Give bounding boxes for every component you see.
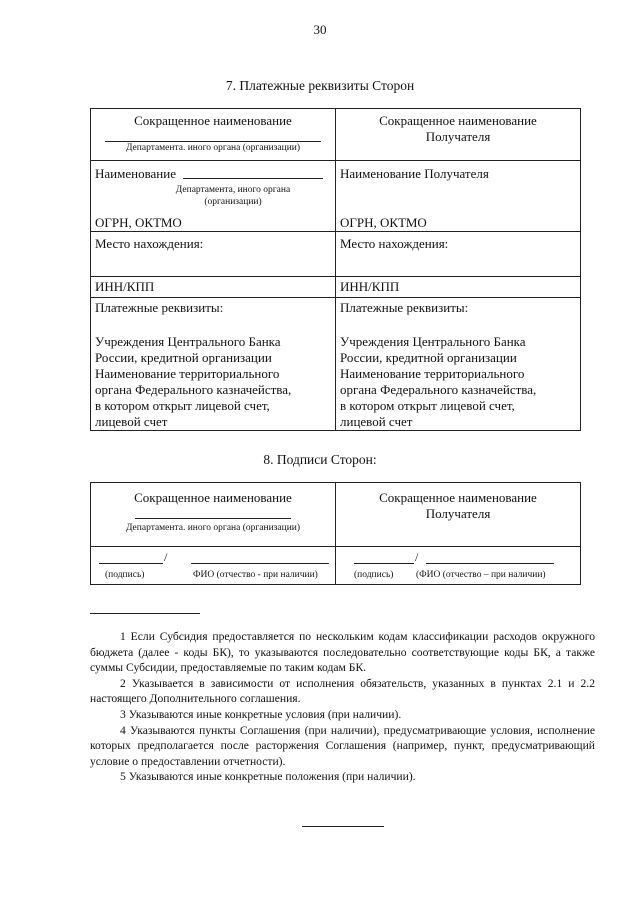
page-number: 30 <box>313 22 327 37</box>
slash-separator: / <box>164 550 168 564</box>
department-name-label: Наименование <box>95 166 176 181</box>
end-separator <box>302 826 384 827</box>
department-location-cell <box>91 232 336 277</box>
sign-recipient-short-name-label: Сокращенное наименование <box>379 490 537 505</box>
department-inn-label: ИНН/КПП <box>95 279 155 294</box>
footnote-3: 3 Указываются иные конкретные условия (при наличии). <box>120 707 402 721</box>
footnotes <box>90 629 595 785</box>
sign-department-header-cell <box>91 483 336 547</box>
sign-department-caption: Департамента. иного органа (организации) <box>125 523 301 533</box>
department-payment-cell <box>91 298 336 431</box>
footnote-5: 5 Указываются иные конкретные положения (при наличии). <box>120 770 416 784</box>
recipient-short-name-label: Сокращенное наименование <box>379 113 537 128</box>
department-location-label: Место нахождения: <box>95 236 204 251</box>
section-7-title: 7. Платежные реквизиты Сторон <box>225 78 415 93</box>
recipient-inn-cell <box>336 277 581 298</box>
recipient-payment-line: органа Федерального казначейства, <box>340 382 537 397</box>
department-payment-line: органа Федерального казначейства, <box>95 382 292 397</box>
sign-department-name-line <box>135 510 291 519</box>
full-name-caption: (ФИО (отчество – при наличии) <box>416 570 546 580</box>
recipient-name-cell <box>336 161 581 232</box>
payment-details-table <box>90 108 581 431</box>
recipient-location-label: Место нахождения: <box>340 236 449 251</box>
signature-caption: (подпись) <box>354 570 394 580</box>
signature-line <box>354 551 414 564</box>
department-payment-line: Наименование территориального <box>95 366 280 381</box>
full-name-line <box>426 551 554 564</box>
footnote-separator <box>90 613 200 614</box>
recipient-payment-line: Наименование территориального <box>340 366 525 381</box>
department-payment-line: лицевой счет <box>95 414 168 429</box>
full-name-line <box>191 551 329 564</box>
recipient-ogrn-label: ОГРН, ОКТМО <box>340 215 427 230</box>
department-payment-line: в котором открыт лицевой счет, <box>95 398 270 413</box>
department-header-cell <box>91 109 336 161</box>
recipient-payment-line: в котором открыт лицевой счет, <box>340 398 515 413</box>
footnote-4: 4 Указываются пункты Соглашения (при наличии), предусматривающие условия, исполнение которых предполагается после расторжения Соглашения (например, пункт, предусматривающий условие о предоставлении отчетности). <box>90 723 595 768</box>
department-ogrn-label: ОГРН, ОКТМО <box>95 215 182 230</box>
slash-separator: / <box>415 550 419 564</box>
footnote-1: 1 Если Субсидия предоставляется по нескольким кодам классификации расходов окружного бюджета (далее - коды БК), то указываются последовательно соответствующие коды БК, а также суммы Субсидии, предоставляемые по таким кодам БК. <box>90 630 595 675</box>
department-name-caption-1: Департамента, иного органа <box>175 185 291 195</box>
department-name-caption-2: (организации) <box>204 197 262 207</box>
sign-department-short-name-label: Сокращенное наименование <box>134 490 292 505</box>
department-short-name-label: Сокращенное наименование <box>134 113 292 128</box>
full-name-caption: ФИО (отчество - при наличии) <box>193 570 318 580</box>
footnote-2: 2 Указывается в зависимости от исполнения обязательств, указанных в пунктах 2.1 и 2.2 настоящего Дополнительного соглашения. <box>90 676 595 706</box>
department-name-field-line <box>183 178 323 179</box>
recipient-payment-title: Платежные реквизиты: <box>340 300 469 315</box>
recipient-inn-label: ИНН/КПП <box>340 279 400 294</box>
department-name-cell <box>91 161 336 232</box>
sign-recipient-cell <box>336 547 581 585</box>
sign-recipient-header-cell <box>336 483 581 547</box>
recipient-short-name-label-2: Получателя <box>425 129 491 144</box>
department-payment-line: Учреждения Центрального Банка <box>95 334 281 349</box>
sign-department-cell <box>91 547 336 585</box>
signature-caption: (подпись) <box>105 570 145 580</box>
section-8-title: 8. Подписи Сторон: <box>263 452 377 467</box>
recipient-payment-line: лицевой счет <box>340 414 413 429</box>
recipient-header-cell <box>336 109 581 161</box>
recipient-name-label: Наименование Получателя <box>340 166 489 181</box>
department-payment-line: России, кредитной организации <box>95 350 272 365</box>
department-payment-title: Платежные реквизиты: <box>95 300 224 315</box>
recipient-payment-line: России, кредитной организации <box>340 350 517 365</box>
recipient-payment-line: Учреждения Центрального Банка <box>340 334 526 349</box>
recipient-payment-cell <box>336 298 581 431</box>
signatures-table <box>90 482 581 585</box>
department-name-line <box>105 133 321 142</box>
department-caption: Департамента. иного органа (организации) <box>125 143 301 153</box>
recipient-location-cell <box>336 232 581 277</box>
sign-recipient-short-name-label-2: Получателя <box>425 506 491 521</box>
signature-line <box>99 551 163 564</box>
department-inn-cell <box>91 277 336 298</box>
